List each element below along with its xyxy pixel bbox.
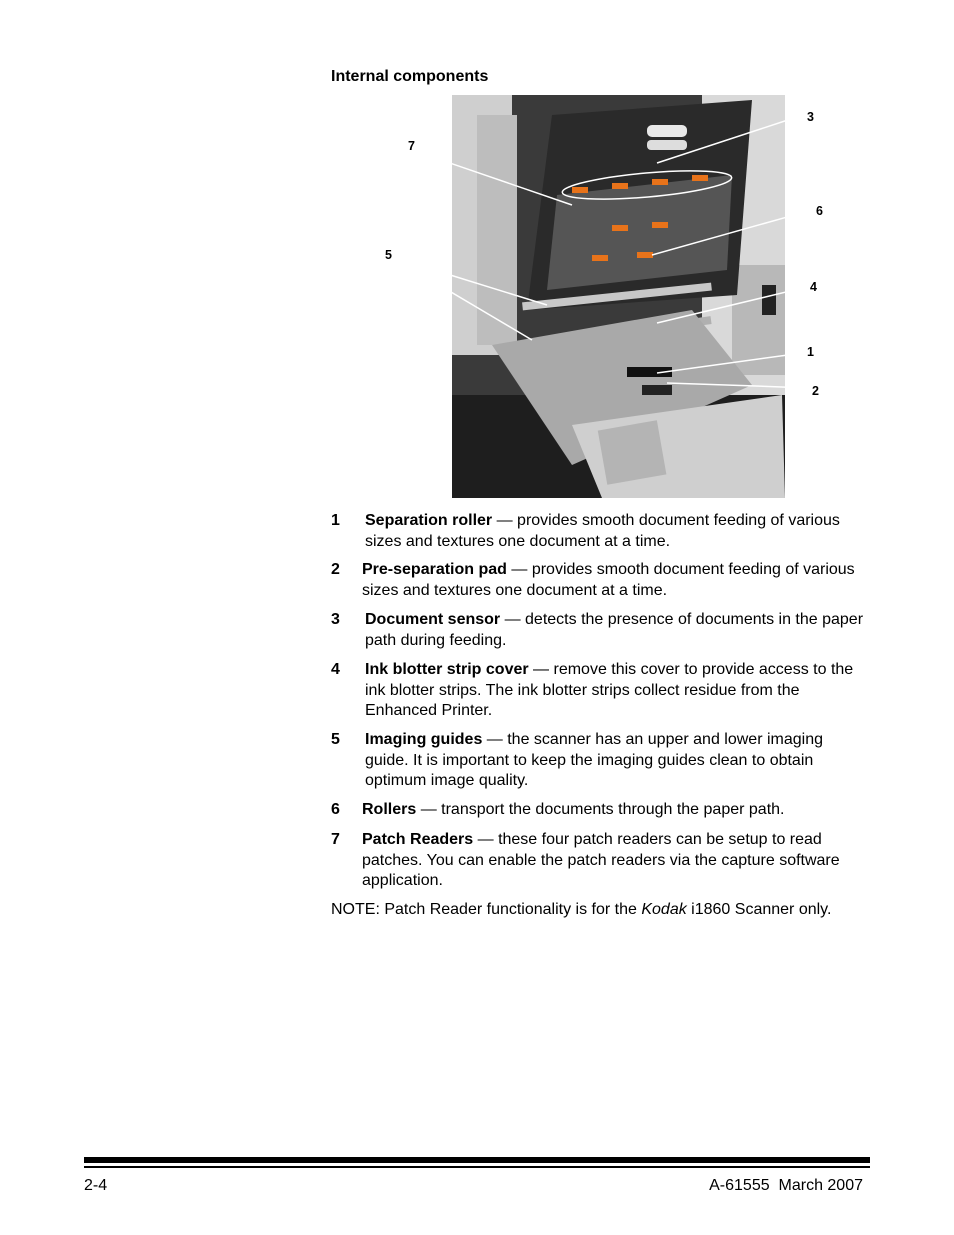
callout-2: 2	[812, 384, 819, 398]
callout-3: 3	[807, 110, 814, 124]
scanner-photo	[452, 95, 785, 498]
page-number: 2-4	[84, 1177, 108, 1194]
list-item: 6 Rollers — transport the documents through the paper path.	[331, 801, 785, 818]
note-text: NOTE: Patch Reader functionality is for the Kodak i1860 Scanner only.	[331, 901, 832, 918]
list-item: 2 Pre-separation pad — provides smooth document feeding of various sizes and textures one document at a time.	[331, 561, 855, 599]
list-item: 5 Imaging guides — the scanner has an upper and lower imaging guide. It is important to keep the imaging guides clean to obtain optimum image quality.	[331, 731, 823, 789]
callout-4: 4	[810, 280, 817, 294]
callout-7: 7	[408, 139, 415, 153]
footer-rule-thin	[84, 1166, 870, 1168]
section-heading: Internal components	[331, 68, 489, 85]
list-item: 4 Ink blotter strip cover — remove this cover to provide access to the ink blotter strips. The ink blotter strips collect residue from the Enhanced Printer.	[331, 661, 854, 719]
list-item: 7 Patch Readers — these four patch readers can be setup to read patches. You can enable the patch readers via the capture software application.	[331, 831, 840, 889]
footer-rule	[84, 1157, 870, 1163]
list-item: 3 Document sensor — detects the presence of documents in the paper path during feeding.	[331, 611, 864, 649]
list-item: 1 Separation roller — provides smooth document feeding of various sizes and textures one document at a time.	[331, 512, 840, 550]
callout-1: 1	[807, 345, 814, 359]
document-id: A-61555 March 2007	[709, 1177, 863, 1194]
callout-6: 6	[816, 204, 823, 218]
callout-5: 5	[385, 248, 392, 262]
